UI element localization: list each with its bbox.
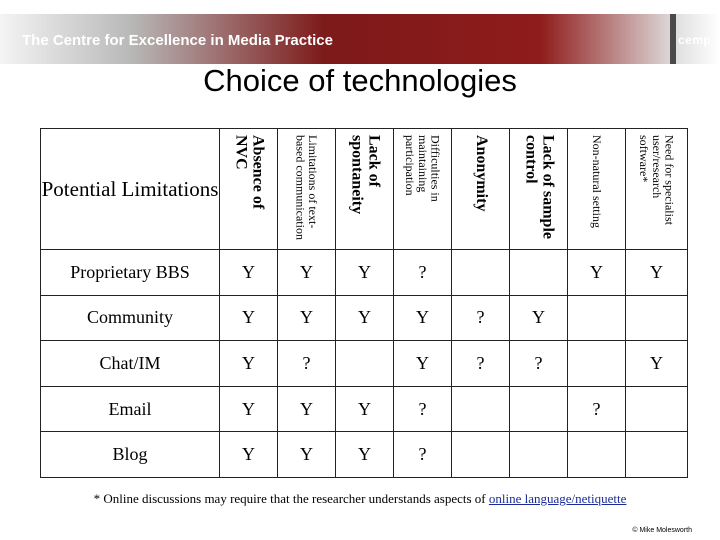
table-cell: Y [336,295,394,341]
column-header-label: Lack of sample control [522,135,557,239]
table-cell [626,432,688,478]
corner-label: Potential Limitations [41,129,220,250]
column-header [220,129,278,250]
table-cell [336,341,394,387]
table-cell: Y [510,295,568,341]
table-cell: ? [452,295,510,341]
row-label: Proprietary BBS [41,250,220,296]
table-cell [568,432,626,478]
column-header [510,129,568,250]
table-cell [452,386,510,432]
table-cell: Y [626,341,688,387]
table-cell [626,295,688,341]
copyright-notice: © Mike Molesworth [632,527,692,534]
column-header [394,129,452,250]
column-header [336,129,394,250]
table-cell: Y [336,250,394,296]
limitations-table [40,128,688,478]
table-cell: ? [394,386,452,432]
table-cell: Y [336,386,394,432]
table-cell [452,250,510,296]
header-banner [0,14,720,64]
column-header-label: Difficulties in maintaining participation [403,135,443,202]
table-cell: Y [278,386,336,432]
table-cell: ? [394,250,452,296]
table-row [41,295,688,341]
table-row [41,341,688,387]
table-cell: ? [568,386,626,432]
slide-title: Choice of technologies [203,63,517,98]
table-cell: ? [452,341,510,387]
table-cell: Y [626,250,688,296]
table-cell: Y [568,250,626,296]
table-cell: Y [220,341,278,387]
table-cell [568,341,626,387]
table-cell [510,250,568,296]
logo-text: cemp [678,33,712,47]
cemp-logo [664,14,716,64]
table-cell: ? [394,432,452,478]
table-cell [510,432,568,478]
table-cell: ? [278,341,336,387]
column-header [452,129,510,250]
footnote [0,491,720,507]
column-header-label: Non-natural setting [589,135,604,228]
table-cell [510,386,568,432]
row-label: Community [41,295,220,341]
table-cell: Y [394,295,452,341]
table-cell: Y [336,432,394,478]
table-cell: Y [394,341,452,387]
header-title: The Centre for Excellence in Media Practice [22,32,333,49]
column-header [568,129,626,250]
table-cell [568,295,626,341]
table-cell: Y [220,250,278,296]
column-header-label: Limitations of text-based communication [293,135,321,240]
table-cell [626,386,688,432]
table-cell: ? [510,341,568,387]
table-cell: Y [220,386,278,432]
column-header [278,129,336,250]
table-cell: Y [278,250,336,296]
table-cell: Y [220,432,278,478]
table-cell: Y [278,295,336,341]
table-cell: Y [278,432,336,478]
table-row [41,250,688,296]
header-row [41,129,688,250]
table-row [41,432,688,478]
netiquette-link[interactable]: online language/netiquette [488,491,627,506]
table-row [41,386,688,432]
column-header-label: Anonymity [472,135,490,212]
column-header-label: Absence of NVC [232,135,267,210]
column-header [626,129,688,250]
column-header-label: Need for specialist user/research software* [637,135,677,225]
row-label: Chat/IM [41,341,220,387]
footnote-text: * Online discussions may require that the researcher understands aspects of [93,491,489,506]
table-cell [452,432,510,478]
column-header-label: Lack of spontaneity [348,135,383,215]
row-label: Email [41,386,220,432]
logo-bar [670,14,676,64]
table-cell: Y [220,295,278,341]
row-label: Blog [41,432,220,478]
